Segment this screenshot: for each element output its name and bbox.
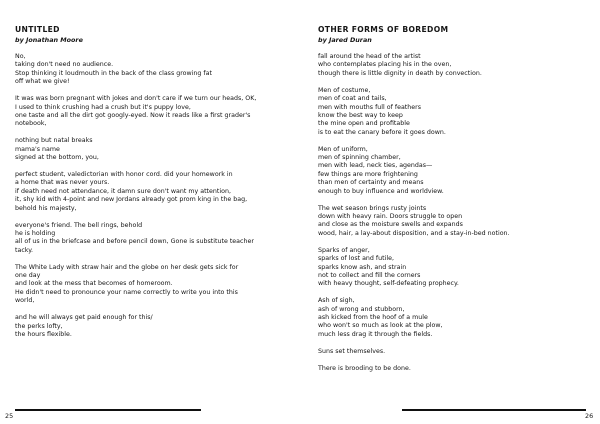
- poem-line: not to collect and fill the corners: [318, 271, 421, 279]
- poem-line: world,: [15, 297, 35, 305]
- poem-line: than men of certainty and means: [318, 179, 424, 187]
- poem-line: taking don't need no audience.: [15, 61, 114, 69]
- poem-line: mama's name: [15, 145, 60, 153]
- poem-line: few things are more frightening: [318, 170, 418, 178]
- poem-line: and close as the moisture swells and expands: [318, 221, 463, 229]
- poem-line: much less drag it through the fields.: [318, 330, 433, 338]
- stanza: [318, 247, 588, 289]
- poem-line: enough to buy influence and worldview.: [318, 187, 444, 195]
- poem-line: and look at the mess that becomes of homeroom.: [15, 280, 173, 288]
- poem-line: No,: [15, 53, 26, 60]
- poem-line: behold his majesty,: [15, 204, 77, 212]
- left-page: [15, 24, 290, 348]
- stanza: [318, 146, 588, 196]
- poem-line: sparks know ash, and strain: [318, 263, 407, 271]
- stanza: [15, 314, 290, 339]
- page-number: 26: [585, 412, 594, 420]
- poem-line: know the best way to keep: [318, 111, 403, 119]
- stanza: [318, 297, 588, 339]
- poem-body: [15, 53, 290, 339]
- stanza: [318, 205, 588, 239]
- poem-line: one taste and all the dirt got googly-eyed. Now it reads like a first grader's: [15, 111, 251, 119]
- stanza: [15, 222, 290, 256]
- poem-line: the mine open and profitable: [318, 120, 410, 128]
- poem-line: with heavy thought, self-defeating prophecy.: [318, 280, 459, 288]
- poem-line: down with heavy rain. Doors struggle to open: [318, 213, 463, 220]
- stanza: [15, 95, 290, 129]
- poem-line: one day: [15, 272, 41, 280]
- poem-byline: by Jonathan Moore: [15, 36, 83, 44]
- poem-line: fall around the head of the artist: [318, 53, 421, 60]
- poem-line: There is brooding to be done.: [318, 364, 411, 372]
- poem-line: though there is little dignity in death by convection.: [318, 69, 482, 77]
- poem-title: UNTITLED: [15, 25, 60, 34]
- poem-line: nothing but natal breaks: [15, 137, 93, 145]
- poem-line: Suns set themselves.: [318, 347, 386, 355]
- footer-rule: [15, 409, 201, 411]
- poem-line: Men of uniform,: [318, 145, 368, 153]
- poem-line: the hours flexible.: [15, 330, 72, 338]
- poem-line: off what we give!: [15, 78, 70, 86]
- poem-line: who contemplates placing his in the oven,: [318, 61, 452, 69]
- poem-line: wood, hair, a lay-about disposition, and a stay-in-bed notion.: [318, 229, 510, 237]
- stanza: [15, 171, 290, 213]
- poem-line: a home that was never yours.: [15, 179, 110, 187]
- footer-rule: [402, 409, 586, 411]
- poem-line: men of spinning chamber,: [318, 154, 401, 162]
- poem-line: sparks of lost and futile,: [318, 255, 394, 263]
- poem-line: It was was born pregnant with jokes and don't care if we turn our heads, OK,: [15, 95, 257, 103]
- poem-line: men with lead, neck ties, agendas—: [318, 162, 433, 170]
- stanza: [318, 87, 588, 137]
- poem-line: he is holding: [15, 229, 56, 237]
- poem-line: ash of wrong and stubborn,: [318, 305, 405, 313]
- stanza: [15, 137, 290, 162]
- poem-line: is to eat the canary before it goes down.: [318, 128, 446, 136]
- poem-line: and he will always get paid enough for this/: [15, 314, 153, 322]
- poem-line: The White Lady with straw hair and the globe on her desk gets sick for: [15, 263, 239, 271]
- poem-line: men of coat and tails,: [318, 95, 387, 103]
- poem-line: the perks lofty,: [15, 322, 63, 330]
- poem-line: perfect student, valedictorian with honor cord. did your homework in: [15, 170, 233, 178]
- poem-line: men with mouths full of feathers: [318, 103, 422, 111]
- page-number: 25: [5, 412, 14, 420]
- poem-title: OTHER FORMS OF BOREDOM: [318, 25, 449, 34]
- poem-line: who won't so much as look at the plow,: [318, 322, 443, 330]
- poem-line: He didn't need to pronounce your name correctly to write you into this: [15, 288, 238, 296]
- poem-line: Men of costume,: [318, 86, 371, 94]
- poem-line: signed at the bottom, you,: [15, 154, 99, 162]
- poem-line: all of us in the briefcase and before pencil down, Gone is substitute teacher: [15, 238, 254, 246]
- poem-line: tacky.: [15, 246, 34, 254]
- stanza: [318, 348, 588, 356]
- poem-line: Stop thinking it loudmouth in the back of the class growing fat: [15, 69, 212, 77]
- poem-line: Sparks of anger,: [318, 246, 370, 254]
- stanza: [318, 365, 588, 373]
- right-page: [318, 24, 588, 382]
- poem-line: it, shy kid with 4-point and new Jordans already got prom king in the bag,: [15, 196, 248, 204]
- poem-line: notebook,: [15, 120, 47, 128]
- poem-line: everyone's friend. The bell rings, behold: [15, 221, 143, 229]
- poem-line: ash kicked from the hoof of a mule: [318, 314, 428, 322]
- stanza: [15, 53, 290, 87]
- poem-line: Ash of sigh,: [318, 297, 355, 305]
- stanza: [318, 53, 588, 78]
- poem-line: if death need not attendance, it damn sure don't want my attention,: [15, 187, 231, 195]
- stanza: [15, 264, 290, 306]
- poem-line: The wet season brings rusty joints: [318, 204, 427, 212]
- poem-byline: by Jared Duran: [318, 36, 372, 44]
- poem-body: [318, 53, 588, 373]
- poem-line: I used to think crushing had a crush but it's puppy love,: [15, 103, 191, 111]
